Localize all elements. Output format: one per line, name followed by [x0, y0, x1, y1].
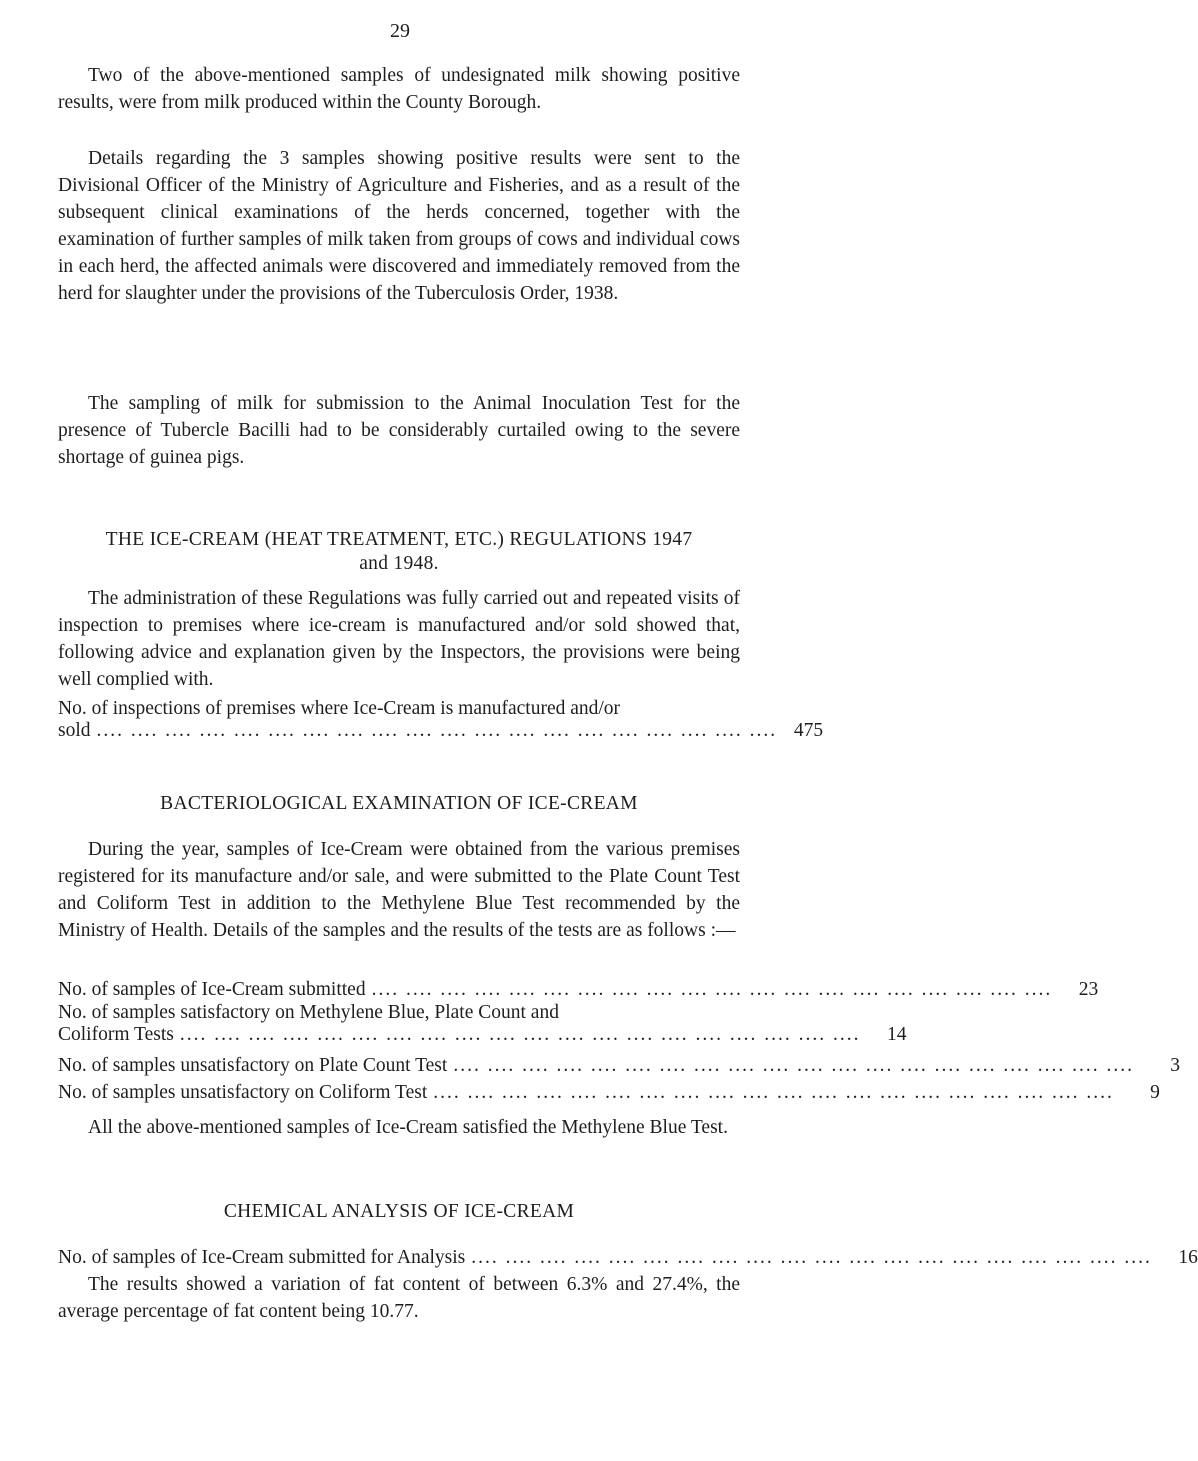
row-label: No. of samples unsatisfactory on Plate Count Test: [58, 1055, 448, 1076]
heading-text: BACTERIOLOGICAL EXAMINATION OF ICE-CREAM: [160, 793, 638, 814]
leader-dots: .... .... .... .... .... .... .... .... .... .... .... .... .... .... .... .... .... .... .... ....: [371, 979, 1053, 1000]
row-samples-satisfactory: [58, 1002, 907, 1047]
section-heading-bacteriological: [58, 790, 740, 817]
row-label-line1: No. of inspections of premises where Ice-Cream is manufactured and/or: [58, 698, 621, 719]
page-number: 29: [390, 20, 410, 42]
leader-dots: .... .... .... .... .... .... .... .... .... .... .... .... .... .... .... .... .... .... .... ....: [453, 1055, 1134, 1076]
heading-line-1: THE ICE-CREAM (HEAT TREATMENT, ETC.) REGULATIONS 1947: [105, 529, 693, 550]
leader-dots: .... .... .... .... .... .... .... .... .... .... .... .... .... .... .... .... .... .... .... ....: [471, 1247, 1152, 1268]
section-heading-icecream-regulations: [58, 528, 740, 576]
heading-text: CHEMICAL ANALYSIS OF ICE-CREAM: [223, 1201, 575, 1222]
leader-dots: .... .... .... .... .... .... .... .... .... .... .... .... .... .... .... .... .... .... .... ....: [433, 1082, 1114, 1103]
row-value: 3: [1170, 1055, 1180, 1076]
paragraph-text: All the above-mentioned samples of Ice-Cream satisfied the Methylene Blue Test.: [88, 1117, 728, 1138]
heading-line-2: and 1948.: [359, 553, 439, 574]
leader-dots: .... .... .... .... .... .... .... .... .... .... .... .... .... .... .... .... .... .... .... ....: [179, 1024, 861, 1045]
row-label-line1: No. of samples satisfactory on Methylene Blue, Plate Count and: [58, 1002, 559, 1023]
paragraph-text: Two of the above-mentioned samples of undesignated milk showing positive results, were from milk produced within the County Borough.: [58, 65, 740, 113]
row-samples-submitted: [58, 976, 1099, 1003]
paragraph-guinea-pigs: [58, 390, 740, 471]
paragraph-text: The results showed a variation of fat content of between 6.3% and 27.4%, the average percentage of fat content being 10.77.: [58, 1274, 740, 1322]
row-label-line2: sold: [58, 720, 91, 741]
row-value: 14: [886, 1024, 907, 1045]
section-heading-chemical: [58, 1198, 740, 1225]
row-samples-analysis: [58, 1244, 1198, 1271]
row-value: 16: [1178, 1247, 1198, 1268]
paragraph-text: During the year, samples of Ice-Cream were obtained from the various premises registered for its manufacture and/or sale, and were submitted to the Plate Count Test and Coliform Test in addition to the Methylene Blue Test recommended by the Ministry of Health. Details of the samples and the results of the tests are as follows :—: [58, 839, 740, 941]
row-inspections: [58, 698, 824, 742]
row-value: 475: [793, 720, 824, 741]
paragraph-text: The sampling of milk for submission to the Animal Inoculation Test for the presence of Tubercle Bacilli had to be considerably curtailed owing to the severe shortage of guinea pigs.: [58, 393, 740, 468]
paragraph-fat-content: [58, 1271, 740, 1325]
paragraph-milk-results: [58, 62, 740, 116]
row-value: 9: [1150, 1082, 1160, 1103]
paragraph-regulations-body: [58, 585, 740, 693]
row-unsatisfactory-plate-count: [58, 1052, 1180, 1079]
paragraph-text: Details regarding the 3 samples showing positive results were sent to the Divisional Officer of the Ministry of Agriculture and Fisheries, and as a result of the subsequent clinical examinations of the herds concerned, together with the examination of further samples of milk taken from groups of cows and individual cows in each herd, the affected animals were discovered and immediately removed from the herd for slaughter under the provisions of the Tuberculosis Order, 1938.: [58, 148, 740, 304]
row-label: No. of samples unsatisfactory on Coliform Test: [58, 1082, 428, 1103]
row-label: No. of samples of Ice-Cream submitted: [58, 979, 366, 1000]
row-label: No. of samples of Ice-Cream submitted for Analysis: [58, 1247, 466, 1268]
paragraph-divisional-officer: [58, 145, 740, 307]
row-unsatisfactory-coliform: [58, 1079, 1160, 1106]
paragraph-text: The administration of these Regulations was fully carried out and repeated visits of inspection to premises where ice-cream is manufactured and/or sold showed that, following advice and explanation given by the Inspectors, the provisions were being well complied with.: [58, 588, 740, 690]
row-value: 23: [1078, 979, 1099, 1000]
leader-dots: .... .... .... .... .... .... .... .... .... .... .... .... .... .... .... .... .... .... .... ....: [96, 720, 778, 741]
row-label-line2: Coliform Tests: [58, 1024, 174, 1045]
paragraph-methylene-blue: [58, 1114, 740, 1141]
paragraph-bacteriological-body: [58, 836, 740, 944]
